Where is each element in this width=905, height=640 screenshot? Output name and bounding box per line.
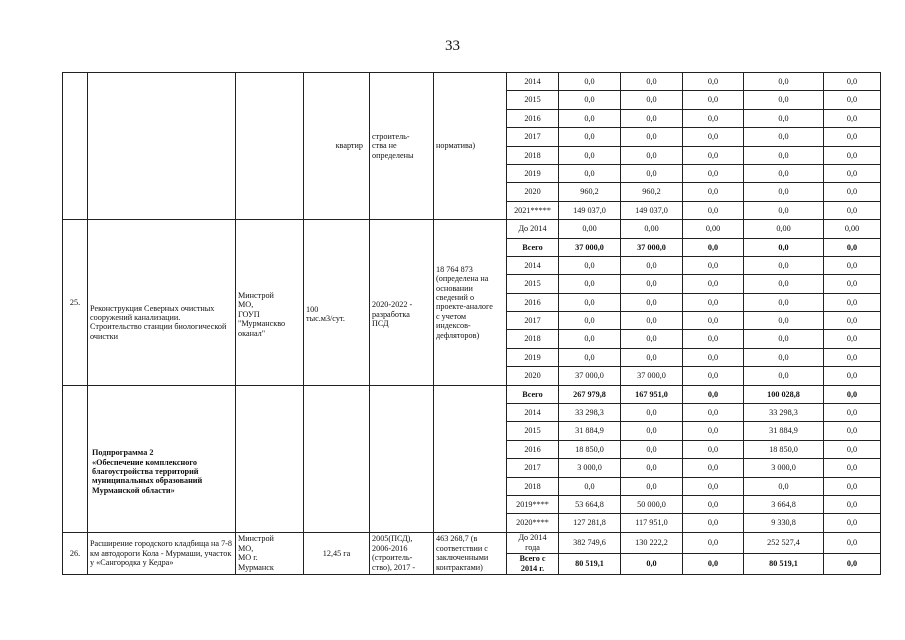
cell-regional: 0,0 xyxy=(683,477,744,495)
cell-period: 2018 xyxy=(507,477,559,495)
cell-extrabudget: 0,0 xyxy=(824,91,881,109)
cell-local: 80 519,1 xyxy=(744,553,824,574)
cell-total: 0,0 xyxy=(559,146,621,164)
cell-regional: 0,0 xyxy=(683,330,744,348)
cell-federal: 0,0 xyxy=(621,440,683,458)
cell-total: 0,0 xyxy=(559,275,621,293)
capacity: 100 тыс.м3/сут. xyxy=(304,220,370,386)
cell-regional: 0,0 xyxy=(683,275,744,293)
cell-local: 0,0 xyxy=(744,256,824,274)
cell-total: 0,0 xyxy=(559,91,621,109)
cell-federal: 0,0 xyxy=(621,477,683,495)
construction-dates: 2005(ПСД), 2006-2016 (строитель- ство), 2017 - xyxy=(370,532,434,574)
cell-regional: 0,0 xyxy=(683,146,744,164)
cell-regional: 0,0 xyxy=(683,367,744,385)
cell-extrabudget: 0,0 xyxy=(824,256,881,274)
cell-federal: 960,2 xyxy=(621,183,683,201)
construction-dates: строитель- ства не определены xyxy=(370,73,434,220)
cell-extrabudget: 0,0 xyxy=(824,164,881,182)
cell-period: Всего с 2014 г. xyxy=(507,553,559,574)
table-row xyxy=(63,73,881,91)
cell-federal: 149 037,0 xyxy=(621,201,683,219)
cell-total: 53 664,8 xyxy=(559,495,621,513)
cell-extrabudget: 0,0 xyxy=(824,553,881,574)
cell-federal: 0,0 xyxy=(621,109,683,127)
cell-total: 0,0 xyxy=(559,164,621,182)
estimated-cost: 463 268,7 (в соответствии с заключенными контрактами) xyxy=(434,532,507,574)
cell-period: 2017 xyxy=(507,128,559,146)
cell-federal: 0,0 xyxy=(621,146,683,164)
cell-period: 2015 xyxy=(507,275,559,293)
cell-extrabudget: 0,00 xyxy=(824,220,881,238)
cell-extrabudget: 0,0 xyxy=(824,128,881,146)
cell-federal: 0,0 xyxy=(621,553,683,574)
capacity: 12,45 га xyxy=(304,532,370,574)
cell-local: 3 000,0 xyxy=(744,459,824,477)
cell-federal: 0,0 xyxy=(621,91,683,109)
table-row xyxy=(63,220,881,238)
cell-extrabudget: 0,0 xyxy=(824,440,881,458)
table-row xyxy=(63,385,881,403)
executor xyxy=(236,73,304,220)
cell-regional: 0,0 xyxy=(683,128,744,146)
cell-local: 18 850,0 xyxy=(744,440,824,458)
cell-total: 37 000,0 xyxy=(559,367,621,385)
object-name: Подпрограмма 2 «Обеспечение комплексного благоустройства территорий муниципальных образований Мурманской области» xyxy=(88,385,236,532)
object-name xyxy=(88,73,236,220)
cell-period: 2016 xyxy=(507,109,559,127)
cell-regional: 0,0 xyxy=(683,553,744,574)
cell-period: 2015 xyxy=(507,91,559,109)
cell-extrabudget: 0,0 xyxy=(824,532,881,553)
cell-period: 2017 xyxy=(507,459,559,477)
cell-total: 0,0 xyxy=(559,348,621,366)
cell-total: 18 850,0 xyxy=(559,440,621,458)
cell-total: 0,0 xyxy=(559,109,621,127)
cell-regional: 0,0 xyxy=(683,164,744,182)
cell-local: 0,0 xyxy=(744,201,824,219)
capacity: квартир xyxy=(304,73,370,220)
cell-extrabudget: 0,0 xyxy=(824,183,881,201)
cell-period: Всего xyxy=(507,385,559,403)
cell-period: 2018 xyxy=(507,146,559,164)
cell-period: 2018 xyxy=(507,330,559,348)
capacity xyxy=(304,385,370,532)
cell-local: 0,0 xyxy=(744,477,824,495)
cell-federal: 130 222,2 xyxy=(621,532,683,553)
table-row xyxy=(63,532,881,553)
estimated-cost xyxy=(434,385,507,532)
cell-federal: 0,00 xyxy=(621,220,683,238)
cell-period: 2019**** xyxy=(507,495,559,513)
cell-total: 0,0 xyxy=(559,256,621,274)
cell-regional: 0,0 xyxy=(683,385,744,403)
cell-federal: 0,0 xyxy=(621,312,683,330)
cell-regional: 0,0 xyxy=(683,348,744,366)
cell-federal: 0,0 xyxy=(621,164,683,182)
cell-period: 2016 xyxy=(507,293,559,311)
cell-extrabudget: 0,0 xyxy=(824,201,881,219)
cell-local: 0,0 xyxy=(744,109,824,127)
cell-federal: 37 000,0 xyxy=(621,238,683,256)
cell-extrabudget: 0,0 xyxy=(824,367,881,385)
cell-extrabudget: 0,0 xyxy=(824,238,881,256)
cell-period: 2014 xyxy=(507,73,559,91)
cell-period: 2017 xyxy=(507,312,559,330)
cell-local: 0,0 xyxy=(744,275,824,293)
cell-total: 382 749,6 xyxy=(559,532,621,553)
page-number: 33 xyxy=(445,38,460,54)
cell-total: 0,00 xyxy=(559,220,621,238)
cell-total: 0,0 xyxy=(559,293,621,311)
cell-regional: 0,0 xyxy=(683,293,744,311)
cell-extrabudget: 0,0 xyxy=(824,348,881,366)
cell-local: 0,00 xyxy=(744,220,824,238)
cell-extrabudget: 0,0 xyxy=(824,146,881,164)
cell-extrabudget: 0,0 xyxy=(824,73,881,91)
cell-regional: 0,0 xyxy=(683,109,744,127)
cell-local: 0,0 xyxy=(744,312,824,330)
cell-extrabudget: 0,0 xyxy=(824,109,881,127)
cell-federal: 117 951,0 xyxy=(621,514,683,532)
cell-regional: 0,0 xyxy=(683,495,744,513)
row-number xyxy=(63,73,88,220)
cell-period: Всего xyxy=(507,238,559,256)
cell-federal: 0,0 xyxy=(621,348,683,366)
cell-regional: 0,0 xyxy=(683,238,744,256)
cell-federal: 0,0 xyxy=(621,128,683,146)
cell-federal: 37 000,0 xyxy=(621,367,683,385)
budget-table xyxy=(62,72,881,575)
cell-local: 0,0 xyxy=(744,330,824,348)
cell-extrabudget: 0,0 xyxy=(824,275,881,293)
cell-local: 0,0 xyxy=(744,367,824,385)
cell-local: 0,0 xyxy=(744,183,824,201)
cell-total: 267 979,8 xyxy=(559,385,621,403)
cell-federal: 0,0 xyxy=(621,73,683,91)
cell-period: 2021***** xyxy=(507,201,559,219)
cell-local: 31 884,9 xyxy=(744,422,824,440)
cell-extrabudget: 0,0 xyxy=(824,293,881,311)
cell-total: 149 037,0 xyxy=(559,201,621,219)
construction-dates xyxy=(370,385,434,532)
cell-extrabudget: 0,0 xyxy=(824,385,881,403)
cell-regional: 0,0 xyxy=(683,73,744,91)
estimated-cost: норматива) xyxy=(434,73,507,220)
cell-period: 2020 xyxy=(507,183,559,201)
cell-extrabudget: 0,0 xyxy=(824,312,881,330)
row-number: 25. xyxy=(63,220,88,386)
row-number: 26. xyxy=(63,532,88,574)
cell-period: 2015 xyxy=(507,422,559,440)
cell-period: До 2014 xyxy=(507,220,559,238)
cell-period: 2019 xyxy=(507,164,559,182)
cell-regional: 0,0 xyxy=(683,514,744,532)
executor: Минстрой МО, МО г. Мурманск xyxy=(236,532,304,574)
cell-total: 0,0 xyxy=(559,330,621,348)
cell-extrabudget: 0,0 xyxy=(824,404,881,422)
cell-total: 0,0 xyxy=(559,128,621,146)
cell-local: 33 298,3 xyxy=(744,404,824,422)
cell-local: 0,0 xyxy=(744,164,824,182)
estimated-cost: 18 764 873 (определена на основании сведений о проекте-аналоге с учетом индексов- дефляторов) xyxy=(434,220,507,386)
cell-local: 3 664,8 xyxy=(744,495,824,513)
cell-regional: 0,00 xyxy=(683,220,744,238)
cell-period: 2014 xyxy=(507,404,559,422)
cell-regional: 0,0 xyxy=(683,312,744,330)
cell-local: 0,0 xyxy=(744,73,824,91)
cell-extrabudget: 0,0 xyxy=(824,495,881,513)
object-name: Расширение городского кладбища на 7-8 км автодороги Кола - Мурмаши, участок у «Сангородка у Кедра» xyxy=(88,532,236,574)
cell-local: 252 527,4 xyxy=(744,532,824,553)
cell-extrabudget: 0,0 xyxy=(824,459,881,477)
cell-regional: 0,0 xyxy=(683,256,744,274)
cell-local: 0,0 xyxy=(744,128,824,146)
cell-federal: 0,0 xyxy=(621,422,683,440)
cell-total: 31 884,9 xyxy=(559,422,621,440)
cell-period: 2020**** xyxy=(507,514,559,532)
cell-regional: 0,0 xyxy=(683,459,744,477)
cell-extrabudget: 0,0 xyxy=(824,330,881,348)
cell-local: 0,0 xyxy=(744,293,824,311)
executor xyxy=(236,385,304,532)
cell-federal: 0,0 xyxy=(621,404,683,422)
cell-total: 0,0 xyxy=(559,312,621,330)
cell-total: 127 281,8 xyxy=(559,514,621,532)
cell-extrabudget: 0,0 xyxy=(824,514,881,532)
construction-dates: 2020-2022 - разработка ПСД xyxy=(370,220,434,386)
cell-local: 0,0 xyxy=(744,146,824,164)
cell-regional: 0,0 xyxy=(683,532,744,553)
cell-federal: 0,0 xyxy=(621,459,683,477)
cell-federal: 167 951,0 xyxy=(621,385,683,403)
cell-regional: 0,0 xyxy=(683,440,744,458)
executor: Минстрой МО, ГОУП "Мурманскво оканал" xyxy=(236,220,304,386)
object-name: Реконструкция Северных очистных сооружений канализации. Строительство станции биологической очистки xyxy=(88,220,236,386)
cell-regional: 0,0 xyxy=(683,404,744,422)
cell-total: 80 519,1 xyxy=(559,553,621,574)
cell-total: 0,0 xyxy=(559,73,621,91)
cell-federal: 0,0 xyxy=(621,330,683,348)
cell-local: 100 028,8 xyxy=(744,385,824,403)
cell-federal: 0,0 xyxy=(621,256,683,274)
cell-regional: 0,0 xyxy=(683,183,744,201)
cell-local: 0,0 xyxy=(744,91,824,109)
cell-extrabudget: 0,0 xyxy=(824,477,881,495)
cell-total: 37 000,0 xyxy=(559,238,621,256)
cell-federal: 50 000,0 xyxy=(621,495,683,513)
cell-extrabudget: 0,0 xyxy=(824,422,881,440)
cell-period: До 2014 года xyxy=(507,532,559,553)
cell-period: 2016 xyxy=(507,440,559,458)
cell-period: 2014 xyxy=(507,256,559,274)
row-number xyxy=(63,385,88,532)
cell-local: 0,0 xyxy=(744,238,824,256)
cell-regional: 0,0 xyxy=(683,201,744,219)
cell-regional: 0,0 xyxy=(683,422,744,440)
cell-total: 33 298,3 xyxy=(559,404,621,422)
cell-total: 3 000,0 xyxy=(559,459,621,477)
cell-local: 9 330,8 xyxy=(744,514,824,532)
cell-period: 2019 xyxy=(507,348,559,366)
cell-total: 0,0 xyxy=(559,477,621,495)
cell-period: 2020 xyxy=(507,367,559,385)
cell-local: 0,0 xyxy=(744,348,824,366)
cell-total: 960,2 xyxy=(559,183,621,201)
cell-federal: 0,0 xyxy=(621,293,683,311)
cell-regional: 0,0 xyxy=(683,91,744,109)
cell-federal: 0,0 xyxy=(621,275,683,293)
